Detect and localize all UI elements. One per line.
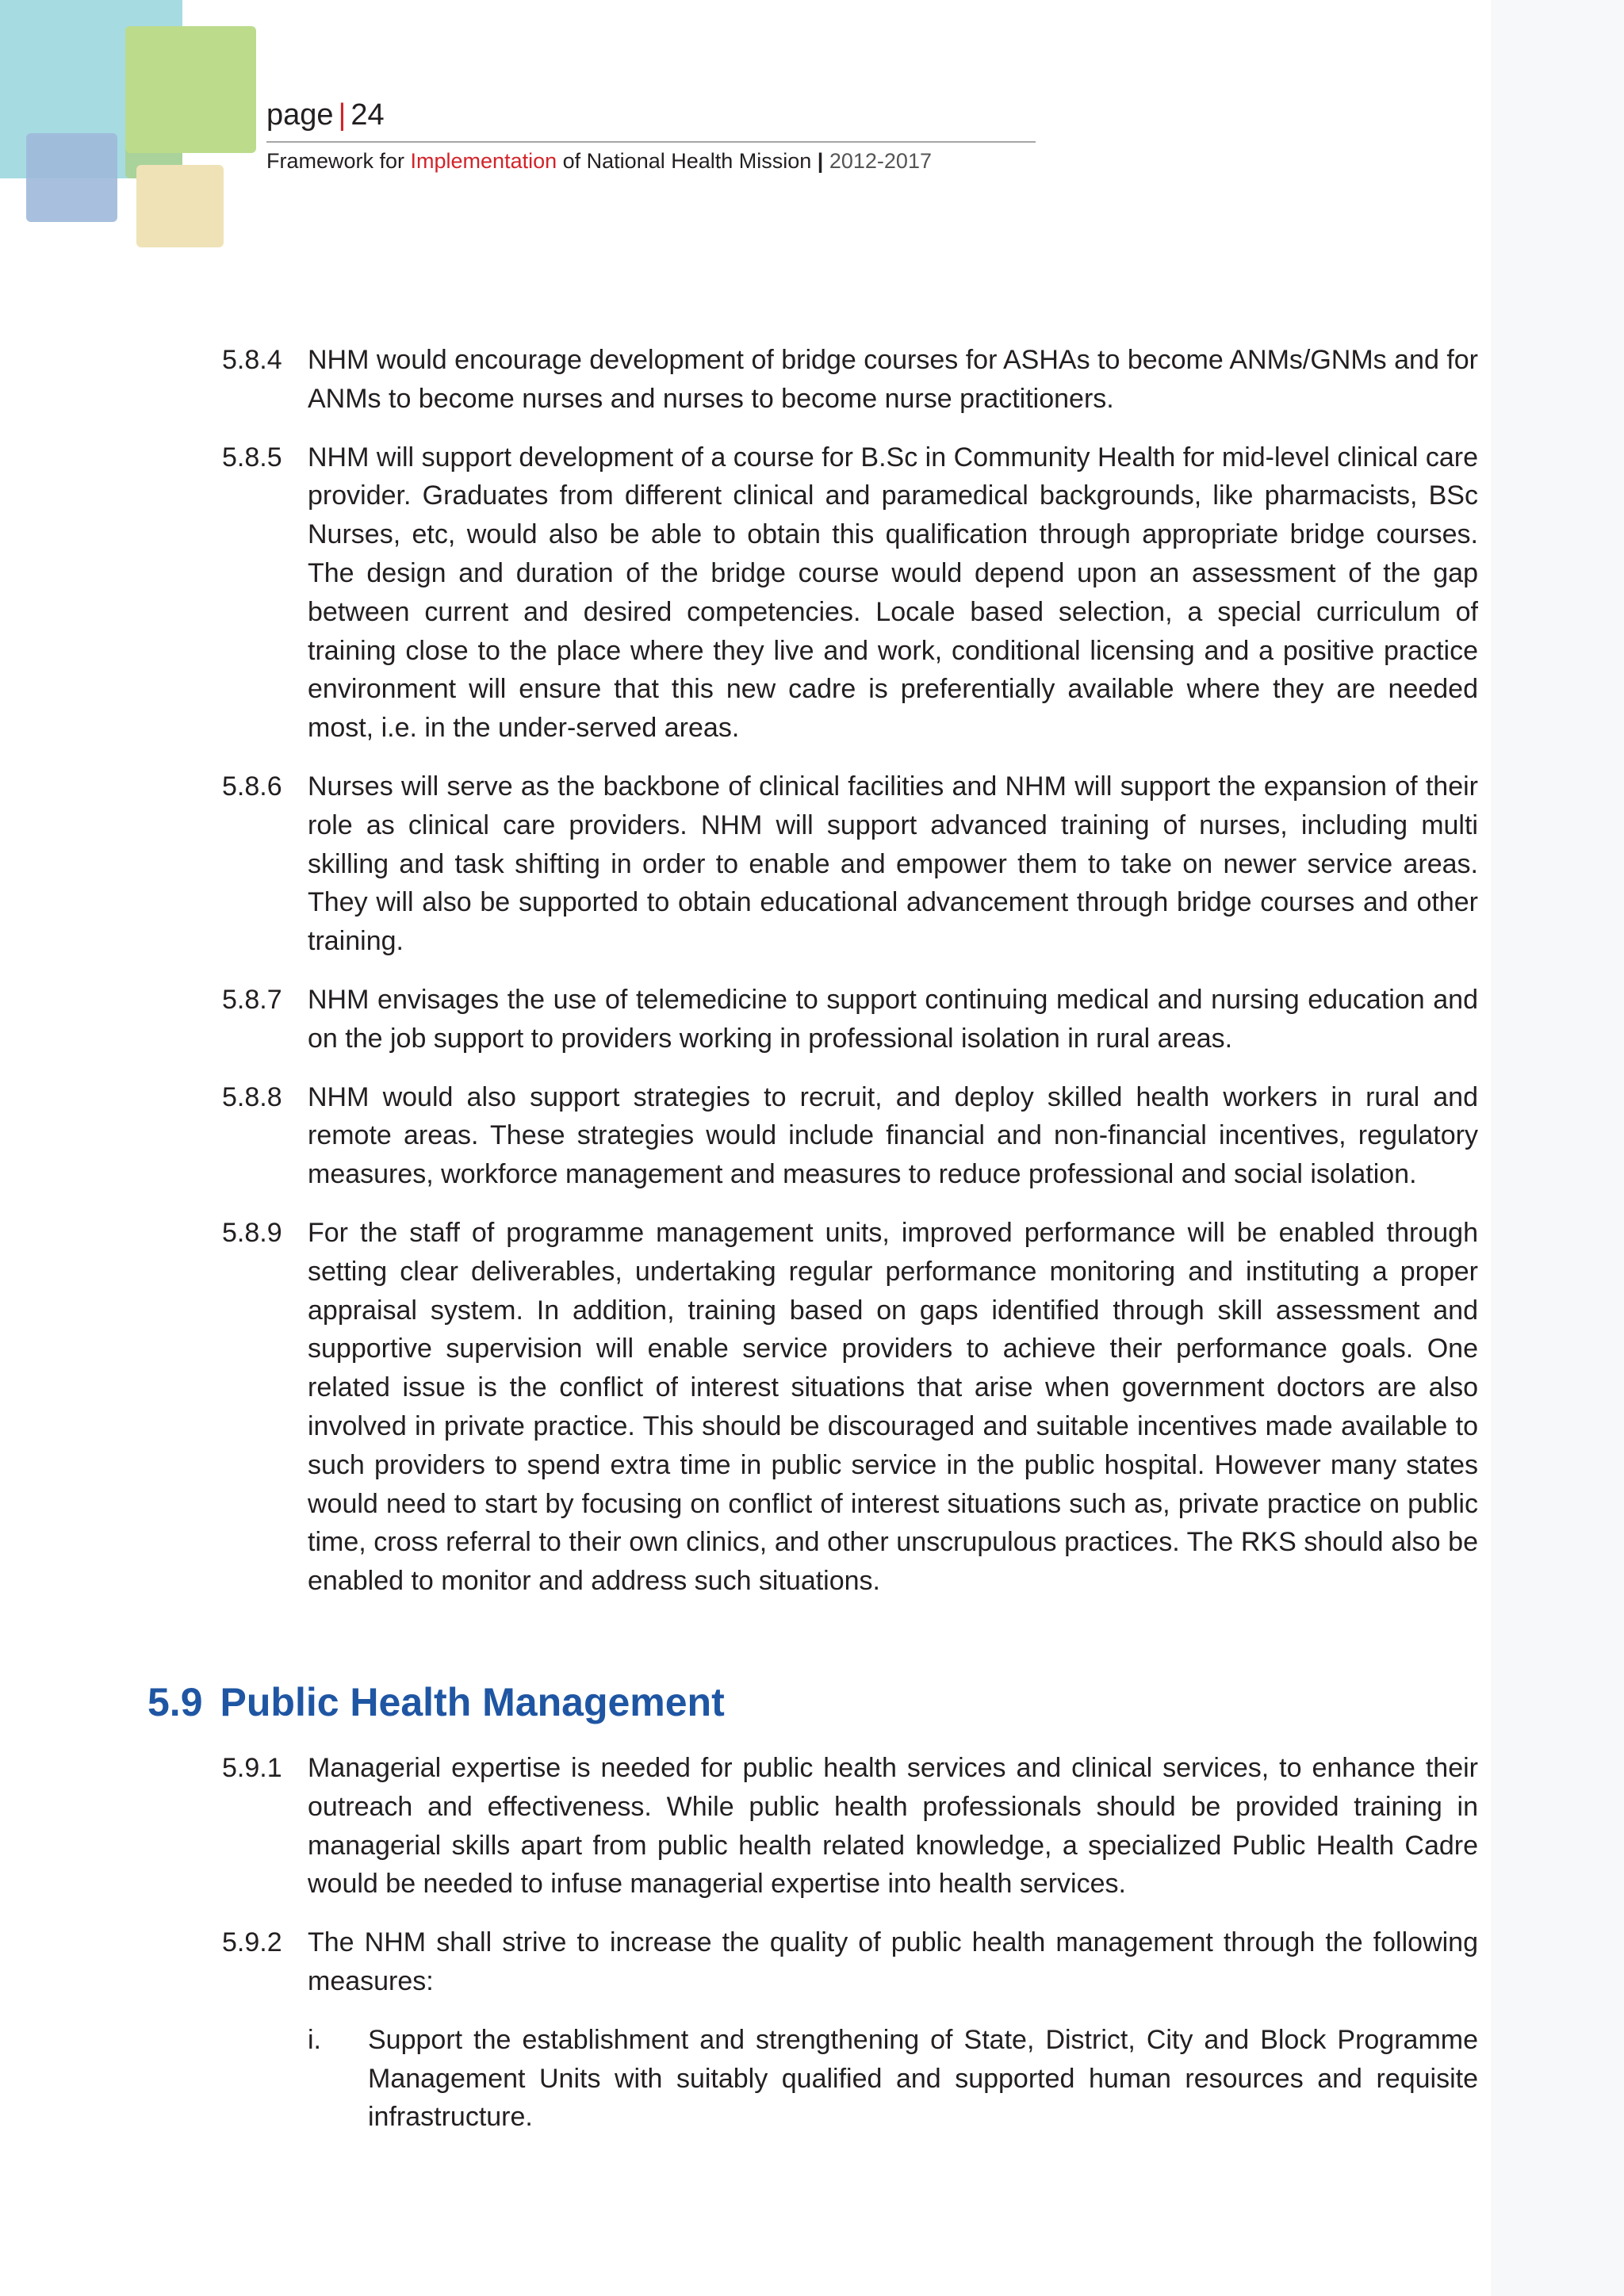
section-heading-number: 5.9 — [147, 1680, 203, 1724]
paragraph-number: 5.8.6 — [222, 771, 282, 802]
decorative-square-beige — [136, 165, 224, 247]
paragraph-text: Managerial expertise is needed for public health services and clinical services, to enhance their outreach and effectiveness. While public health professionals should be provided training in managerial skills apart from public health related knowledge, a specialized Public Health Cadre would be needed to infuse managerial expertise into health services. — [308, 1753, 1478, 1900]
paragraph-text: For the staff of programme management units, improved performance will be enabled through setting clear deliverables, undertaking regular performance monitoring and instituting a proper appraisal system. In addition, training based on gaps identified through skill assessment and supportive supervision will enable service providers to achieve their performance goals. One related issue is the conflict of interest situations that arise when government doctors are also involved in private practice. This should be discouraged and suitable incentives made available to such providers to spend extra time in public service in the public hospital. However many states would need to start by focusing on conflict of interest situations such as, private practice on public time, cross referral to their own clinics, and other unscrupulous practices. The RKS should also be enabled to monitor and address such situations. — [308, 1217, 1478, 1597]
paragraph-number: 5.8.4 — [222, 345, 282, 375]
paragraph-item — [222, 341, 1478, 419]
decorative-square-green — [125, 26, 256, 153]
paragraph-item — [222, 981, 1478, 1058]
page-number-line — [266, 100, 1036, 130]
section-heading — [147, 1679, 725, 1725]
title-separator: | — [817, 149, 824, 173]
title-prefix: Framework for — [266, 149, 411, 173]
decorative-square-blue — [26, 133, 117, 222]
title-suffix: of National Health Mission — [557, 149, 818, 173]
paragraph-item — [222, 1923, 1478, 2001]
paragraph-text: Nurses will serve as the backbone of clinical facilities and NHM will support the expansion of their role as clinical care providers. NHM will support advanced training of nurses, including multi skilling and task shifting in order to enable and empower them to take on newer service areas. They will also be supported to obtain educational advancement through bridge courses and other training. — [308, 771, 1478, 957]
paragraph-item — [222, 1214, 1478, 1601]
title-highlight: Implementation — [410, 149, 557, 173]
page-label: page — [266, 98, 334, 132]
page-separator: | — [338, 98, 347, 132]
paragraph-number: 5.8.7 — [222, 984, 282, 1015]
paragraph-item — [222, 1078, 1478, 1194]
paragraph-number: 5.8.8 — [222, 1081, 282, 1112]
paragraph-item — [222, 1749, 1478, 1904]
list-item — [222, 2021, 1478, 2137]
paragraph-number: 5.9.1 — [222, 1753, 282, 1783]
title-years: 2012-2017 — [823, 149, 932, 173]
paragraph-text: NHM would also support strategies to recruit, and deploy skilled health workers in rural and remote areas. These strategies would include financial and non-financial incentives, regulatory measures, workforce management and measures to reduce professional and social isolation. — [308, 1081, 1478, 1190]
section-5-8-list — [222, 341, 1478, 1621]
paragraph-text: The NHM shall strive to increase the quality of public health management through the following measures: — [308, 1927, 1478, 1996]
section-5-9-list — [222, 1749, 1478, 2137]
paragraph-number: 5.8.9 — [222, 1217, 282, 1248]
page-side-tint — [1491, 0, 1624, 2296]
page-header — [266, 100, 1036, 174]
paragraph-number: 5.8.5 — [222, 442, 282, 473]
paragraph-text: NHM would encourage development of bridge courses for ASHAs to become ANMs/GNMs and for ANMs to become nurses and nurses to become nurse practitioners. — [308, 345, 1478, 414]
paragraph-item — [222, 438, 1478, 748]
paragraph-item — [222, 767, 1478, 961]
paragraph-number: 5.9.2 — [222, 1927, 282, 1958]
paragraph-text: NHM envisages the use of telemedicine to support continuing medical and nursing education and on the job support to providers working in professional isolation in rural areas. — [308, 984, 1478, 1054]
section-heading-title: Public Health Management — [220, 1680, 725, 1724]
header-rule — [266, 141, 1036, 143]
paragraph-text: NHM will support development of a course for B.Sc in Community Health for mid-level clinical care provider. Graduates from different clinical and paramedical backgrounds, like pharmacists, BSc Nurses, etc, would also be able to obtain this qualification through appropriate bridge courses. The design and duration of the bridge course would depend upon an assessment of the gap between current and desired competencies. Locale based selection, a special curriculum of training close to the place where they live and work, conditional licensing and a positive practice environment will ensure that this new cadre is preferentially available where they are needed most, i.e. in the under-served areas. — [308, 442, 1478, 744]
document-title — [266, 149, 1036, 174]
page-number: 24 — [350, 98, 385, 132]
list-item-marker: i. — [308, 2024, 321, 2055]
list-item-text: Support the establishment and strengthening of State, District, City and Block Programme Management Units with suitably qualified and supported human resources and requisite infrastructure. — [368, 2024, 1478, 2133]
